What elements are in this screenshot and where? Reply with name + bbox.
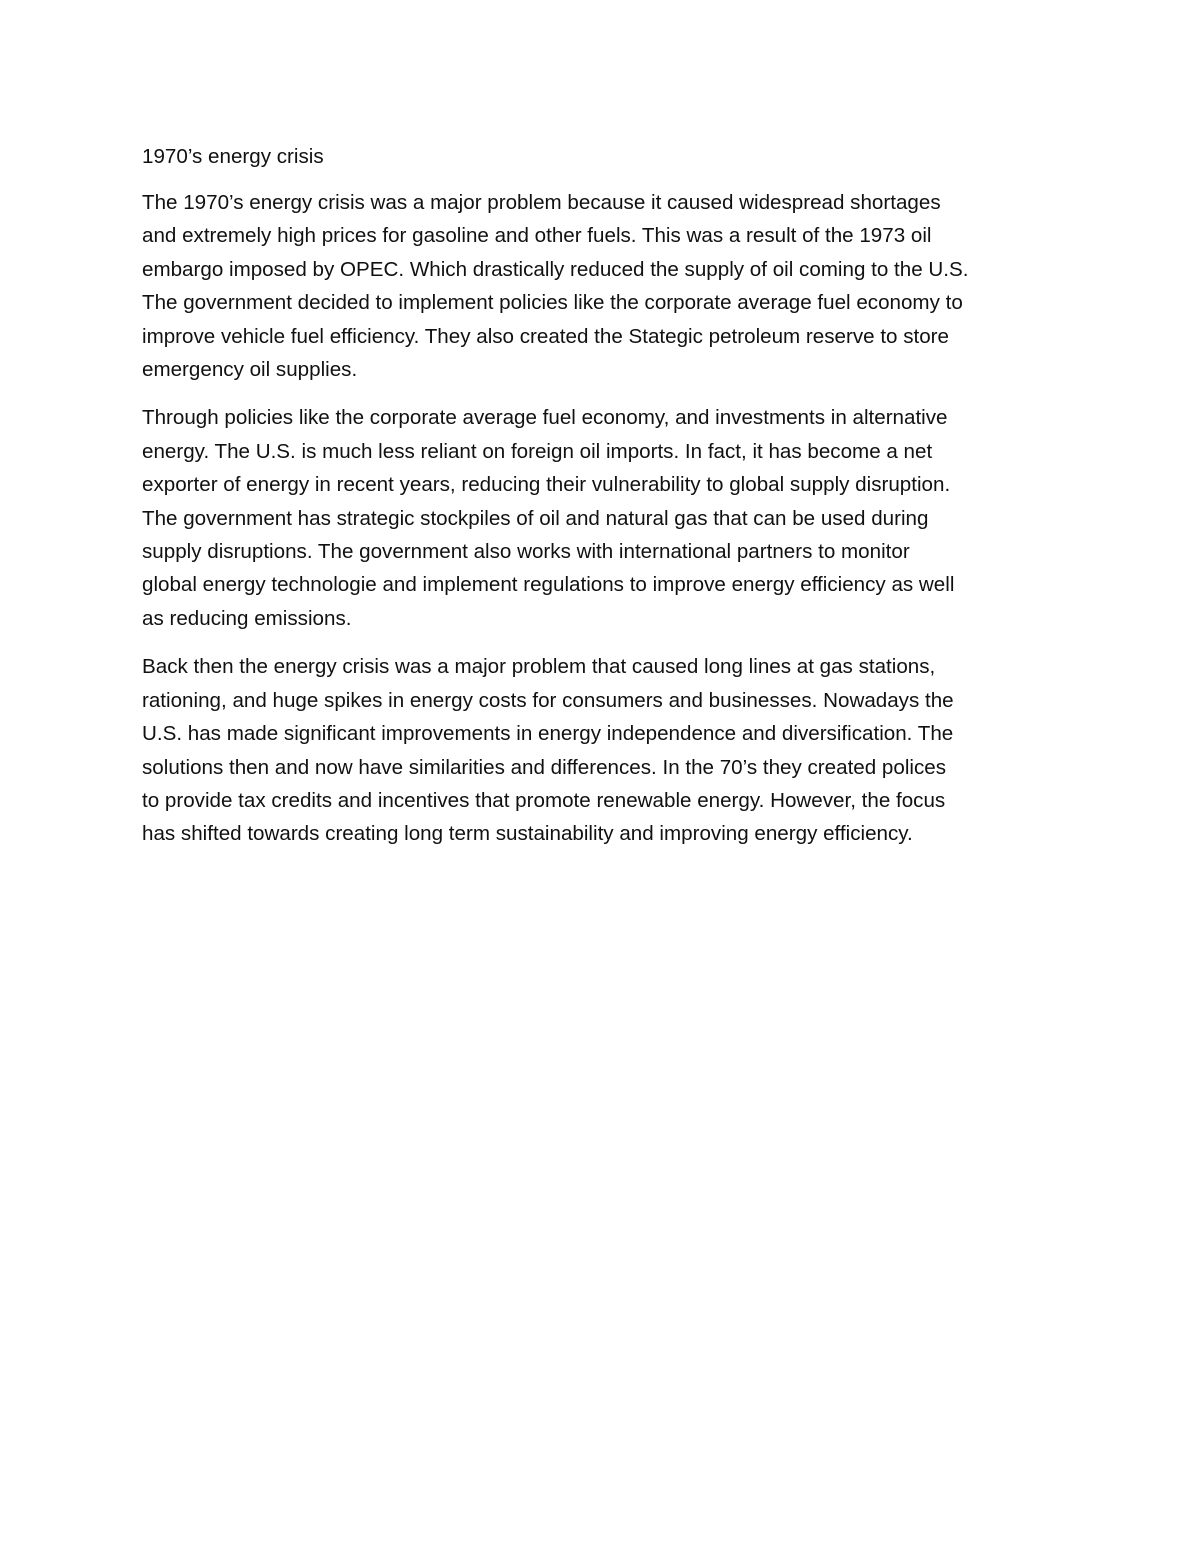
text-line: supply disruptions. The government also works with international partners to monitor — [142, 540, 910, 564]
text-line: exporter of energy in recent years, reducing their vulnerability to global supply disruption. — [142, 473, 951, 497]
text-line: The 1970’s energy crisis was a major problem because it caused widespread shortages — [142, 191, 941, 214]
text-line: The government decided to implement policies like the corporate average fuel economy to — [142, 291, 963, 315]
text-line: rationing, and huge spikes in energy costs for consumers and businesses. Nowadays the — [142, 688, 954, 712]
text-line: Through policies like the corporate average fuel economy, and investments in alternative — [142, 406, 948, 430]
text-line: as reducing emissions. — [142, 606, 352, 630]
text-line: global energy technologie and implement regulations to improve energy efficiency as well — [142, 573, 955, 597]
paragraph-3 — [142, 650, 1058, 850]
paragraph-1 — [142, 186, 1058, 386]
text-line: The government has strategic stockpiles of oil and natural gas that can be used during — [142, 506, 929, 530]
text-line: to provide tax credits and incentives that promote renewable energy. However, the focus — [142, 788, 946, 812]
document-body — [142, 142, 1058, 866]
text-line: has shifted towards creating long term sustainability and improving energy efficiency. — [142, 822, 913, 846]
text-line: emergency oil supplies. — [142, 358, 358, 382]
paragraph-2 — [142, 401, 1058, 635]
text-line: energy. The U.S. is much less reliant on foreign oil imports. In fact, it has become a net — [142, 439, 933, 463]
document-title: 1970’s energy crisis — [142, 145, 324, 168]
text-line: Back then the energy crisis was a major problem that caused long lines at gas stations, — [142, 655, 936, 679]
text-line: solutions then and now have similarities and differences. In the 70’s they created polices — [142, 755, 947, 779]
text-line: embargo imposed by OPEC. Which drastically reduced the supply of oil coming to the U.S. — [142, 257, 969, 281]
text-line: improve vehicle fuel efficiency. They also created the Stategic petroleum reserve to store — [142, 324, 949, 348]
text-line: and extremely high prices for gasoline and other fuels. This was a result of the 1973 oil — [142, 224, 932, 248]
text-line: U.S. has made significant improvements in energy independence and diversification. The — [142, 722, 954, 746]
